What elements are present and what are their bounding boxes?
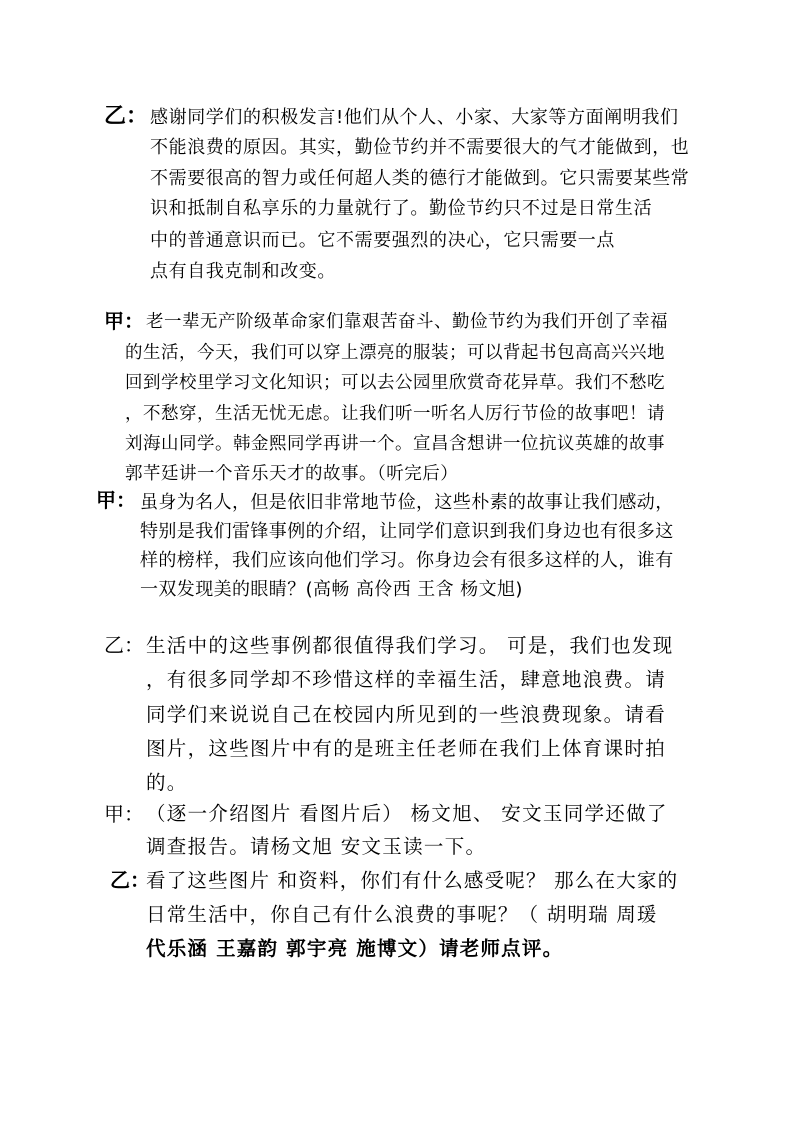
text-line: 点有自我克制和改变。 — [150, 261, 336, 282]
text-line: 老一辈无产阶级革命家们靠艰苦奋斗、勤俭节约为我们开创了幸福 — [146, 312, 668, 332]
text-line: 中的普通意识而已。它不需要强烈的决心，它只需要一点 — [150, 230, 615, 251]
text-line: 不需要很高的智力或任何超人类的德行才能做到。它只需要某些常 — [150, 168, 690, 189]
text-line: 识和抵制自私享乐的力量就行了。勤俭节约只不过是日常生活 — [150, 198, 653, 219]
text-line: （逐一介绍图片 看图片后） 杨文旭、 安文玉同学还做了 — [146, 802, 668, 825]
text-line: 的生活，今天，我们可以穿上漂亮的服装；可以背起书包高高兴兴地 — [125, 343, 665, 363]
text-line: 的。 — [146, 771, 188, 794]
text-line: 郭芊廷讲一个音乐天才的故事。（听完后） — [125, 464, 459, 484]
text-line: 看了这些图片 和资料，你们有什么感受呢？ 那么在大家的 — [146, 869, 679, 892]
text-line: 调查报告。请杨文旭 安文玉读一下。 — [146, 835, 487, 858]
text-line: 刘海山同学。韩金熙同学再讲一个。宣昌含想讲一位抗议英雄的故事 — [125, 434, 665, 454]
text-line: 不能浪费的原因。其实，勤俭节约并不需要很大的气才能做到，也 — [150, 137, 690, 158]
text-line: 感谢同学们的积极发言!他们从个人、小家、大家等方面阐明我们 — [150, 107, 679, 128]
text-line: 特别是我们雷锋事例的介绍，让同学们意识到我们身边也有很多这 — [140, 521, 674, 542]
text-line: 一双发现美的眼睛？(高畅 高伶西 王含 杨文旭) — [140, 579, 523, 600]
text-line: ，有很多同学却不珍惜这样的幸福生活，肆意地浪费。请 — [146, 668, 667, 691]
speaker-label: 甲： — [96, 488, 136, 512]
text-line: ，不愁穿，生活无忧无虑。让我们听一听名人厉行节俭的故事吧！请 — [125, 404, 665, 424]
speaker-label: 甲： — [104, 309, 144, 333]
text-line: 生活中的这些事例都很值得我们学习。 可是，我们也发现 — [146, 634, 674, 657]
text-line: 回到学校里学习文化知识；可以去公园里欣赏奇花异草。我们不愁吃 — [125, 373, 665, 393]
text-line: 图片，这些图片中有的是班主任老师在我们上体育课时拍 — [146, 737, 667, 760]
speaker-label: 乙： — [110, 868, 150, 892]
text-line: 样的榜样，我们应该向他们学习。你身边会有很多这样的人，谁有 — [140, 550, 674, 571]
text-line: 虽身为名人，但是依旧非常地节俭，这些朴素的故事让我们感动， — [140, 492, 674, 513]
speaker-label: 乙： — [104, 633, 144, 657]
text-line: 同学们来说说自己在校园内所见到的一些浪费现象。请看 — [146, 703, 667, 726]
speaker-label: 甲： — [104, 802, 144, 826]
text-line: 日常生活中，你自己有什么浪费的事呢？（ 胡明瑞 周瑗 — [146, 903, 658, 926]
speaker-label: 乙： — [104, 104, 149, 129]
text-line: 代乐涵 王嘉韵 郭宇亮 施博文）请老师点评。 — [146, 937, 564, 960]
